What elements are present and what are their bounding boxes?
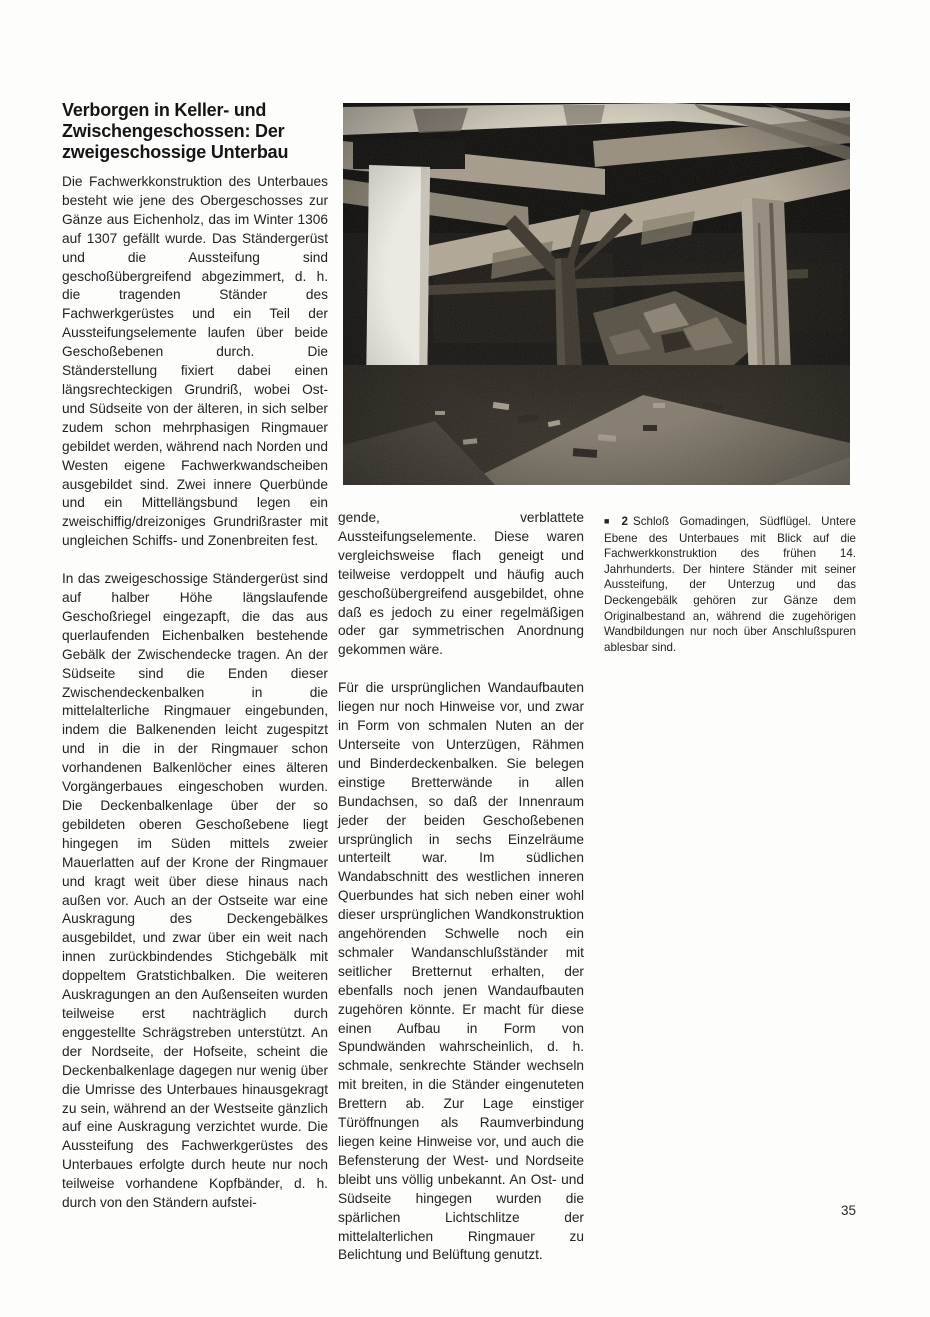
body-paragraph-2: In das zweigeschossige Ständergerüst sind auf halber Höhe längslaufende Geschoßriegel eingezapft, die das aus querlaufenden Eichenbalken bestehende Gebälk der Zwischendecke tragen. An der Südseite sind die Enden dieser Zwischendeckenbalken in die mittelalterliche Ringmauer eingebunden, indem die Balkenenden leicht zugespitzt und in die in der Ringmauer schon vorhandenen Balkenlöcher eines älteren Vorgängerbaues eingeschoben wurden. Die Deckenbalkenlage über der so gebildeten oberen Geschoßebene liegt hingegen im Süden mittels zweier Mauerlatten auf der Krone der Ringmauer und kragt weit über diese hinaus nach außen vor. Auch an der Ostseite war eine Auskragung des Deckengebälkes ausgebildet, und zwar über ein weit nach innen zurückbindendes Stichgebälk mit doppeltem Gratstichbalken. Die weiteren Auskragungen an den Außenseiten wurden teilweise erst nachträglich durch enggestellte Schrägstreben unterstützt. An der Nordseite, der Hofseite, scheint die Deckenbalkenlage dagegen nur wenig über die Umrisse des Unterbaues hinausgekragt zu sein, während an der Westseite gänzlich auf eine Auskragung verzichtet wurde. Die Aussteifung des Fachwerkgerüstes des Unterbaues erfolgte durch heute nur noch teilweise vorhandene Kopfbänder, d. h. durch von den Ständern aufstei- <box>62 571 328 1211</box>
body-paragraph-1: Die Fachwerkkonstruktion des Unterbaues besteht wie jene des Obergeschosses zur Gänze aus Eichenholz, das im Winter 1306 auf 1307 gefällt wurde. Das Ständergerüst und die Aussteifung sind geschoßübergreifend abgezimmert, d. h. die tragenden Ständer des Fachwerkgerüstes und ein Teil der Aussteifungselemente laufen über beide Geschoßebenen durch. Die Ständerstellung fixiert dabei einen längsrechteckigen Grundriß, wobei Ost- und Südseite von der älteren, in sich selber zudem schon mehrphasigen Ringmauer gebildet werden, während nach Norden und Westen eigene Fachwerkwandscheiben ausgebildet sind. Zwei innere Querbünde und ein Mittellängsbund legen ein zweischiffig/dreizoniges Grundrißraster mit ungleichen Schiffs- und Zonenbreiten fest. <box>62 174 328 549</box>
caption-number: 2 <box>621 515 628 528</box>
caption-text: Schloß Gomadingen, Südflügel. Untere Ebene des Unterbaues mit Blick auf die Fachwerkkonstruktion des frühen 14. Jahrhunderts. Der hintere Ständer mit seiner Aussteifung, der Unterzug und das Deckengebälk gehören zur Gänze dem Originalbestand an, während die zugehörigen Wandbildungen nur noch über Anschlußspuren ablesbar sind. <box>604 515 856 654</box>
caption-square-icon: ■ <box>604 516 617 526</box>
figure-caption <box>604 514 856 655</box>
body-paragraph-3: gende, verblattete Aussteifungselemente. Diese waren vergleichsweise flach geneigt und teilweise verdoppelt und häufig auch geschoßübergreifend ausgebildet, ohne daß es jedoch zu einer regelmäßigen oder gar symmetrischen Anordnung gekommen wäre. <box>338 510 584 658</box>
body-paragraph-4: Für die ursprünglichen Wandaufbauten liegen nur noch Hinweise vor, und zwar in Form von schmalen Nuten an der Unterseite von Unterzügen, Rähmen und Binderdeckenbalken. Sie belegen einstige Bretterwände in allen Bundachsen, so daß der Innenraum jeder der beiden Geschoßebenen ursprünglich in sechs Einzelräume unterteilt war. Im südlichen Wandabschnitt des westlichen inneren Querbundes hat sich neben einer wohl dieser ursprünglichen Wandkonstruktion angehörenden Schwelle noch ein schmaler Wandanschlußständer mit seitlicher Bretternut erhalten, der ebenfalls noch jenen Wandaufbauten zugehören könnte. Er macht für diese einen Aufbau in Form von Spundwänden wahrscheinlich, d. h. schmale, senkrechte Ständer wechseln mit breiten, in die Ständer eingenuteten Brettern ab. Zur Lage einstiger Türöffnungen als Raumverbindung liegen keine Hinweise vor, und auch die Befensterung der West- und Nordseite bleibt uns völlig unbekannt. An Ost- und Südseite hingegen wurden die spärlichen Lichtschlitze der mittelalterlichen Ringmauer zu Belichtung und Belüftung genutzt. <box>338 680 584 1263</box>
cellar-photo-illustration <box>343 103 850 485</box>
text-column-left <box>62 100 328 1213</box>
article-heading: Verborgen in Keller- und Zwischengeschossen: Der zweigeschossige Unterbau <box>62 100 289 162</box>
text-column-middle <box>338 509 584 1265</box>
figure-photo <box>343 103 850 485</box>
page-number: 35 <box>840 1203 856 1218</box>
